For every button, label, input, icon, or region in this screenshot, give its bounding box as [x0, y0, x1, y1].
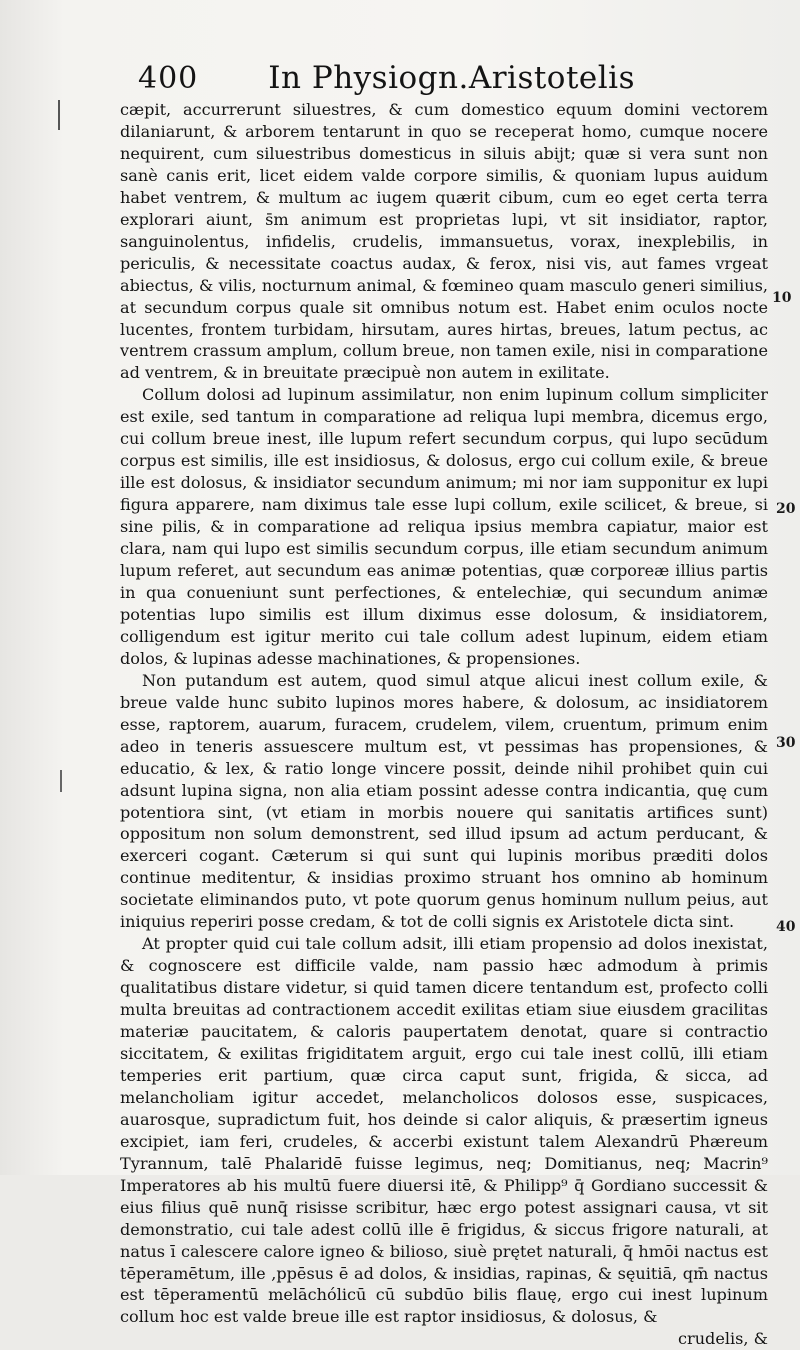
line-number-20: 20 [776, 501, 796, 517]
line-number-30: 30 [776, 735, 796, 751]
line-number-40: 40 [776, 919, 796, 935]
line-number-10: 10 [772, 290, 792, 306]
margin-bracket [58, 100, 60, 130]
page-header [138, 44, 658, 94]
margin-bracket-lower [60, 770, 62, 792]
page-number: 400 [138, 61, 199, 96]
paragraph: Collum dolosi ad lupinum assimilatur, non enim lupinum collum simpliciter est exile, sed tantum in comparatione ad reliqua lupi membra, dicemus ergo, cui collum breue inest, ille lupum refert secundum corpus, qui lupo secūdum corpus est similis, ille est insidiosus, & dolosus, ergo cui collum exile, & breue ille est dolosus, & insidiator secundum animum; mi nor iam supponitur ex lupi figura apparere, nam diximus tale esse lupi collum, exile scilicet, & breue, si sine pilis, & in comparatione ad reliqua ipsius membra capiatur, maior est clara, nam qui lupo est similis secundum corpus, ille etiam secundum animum lupum referet, aut secundum eas animæ potentias, quæ corporeæ illius partis in qua conueniunt sunt perfectiones, & entelechiæ, qui secundum animæ potentias lupo similis est illum diximus esse dolosum, & insidiatorem, colligendum est igitur merito cui tale collum adest lupinum, eidem etiam dolos, & lupinas adesse machinationes, & propensiones. [120, 385, 768, 668]
running-title: In Physiogn.Aristotelis [268, 60, 636, 96]
body-text [120, 99, 768, 1350]
paragraph-end: crudelis, & [677, 1329, 768, 1349]
paragraph: cæpit, accurrerunt siluestres, & cum domestico equum domini vectorem dilaniarunt, & arborem tentarunt in quo se receperat homo, cumque nocere nequirent, cum siluestribus domesticus in siluis abijt; quæ si vera sunt non sanè canis erit, licet eidem valde corpore similis, & quoniam lupus auidum habet ventrem, & multum ac iugem quærit cibum, cum eo eget certa terra explorari aiunt, s̄m animum est proprietas lupi, vt sit insidiator, raptor, sanguinolentus, infidelis, crudelis, immansuetus, vorax, inexplebilis, in periculis, & necessitate coactus audax, & ferox, nisi vis, aut fames vrgeat abiectus, & vilis, nocturnum animal, & fœmineo quam masculo generi similius, at secundum corpus quale sit omnibus notum est. Habet enim oculos nocte lucentes, frontem turbidam, hirsutam, aures hirtas, breues, latum pectus, ac ventrem crassum amplum, collum breue, non tamen exile, nisi in comparatione ad ventrem, & in breuitate præcipuè non autem in exilitate. [120, 100, 768, 383]
paragraph: At propter quid cui tale collum adsit, illi etiam propensio ad dolos inexistat, & cognoscere est difficile valde, nam passio hæc admodum à primis qualitatibus distare videtur, si quid tamen dicere tentandum est, profecto colli multa breuitas ad contractionem accedit exilitas etiam siue eiusdem gracilitas materiæ paucitatem, & caloris paupertatem denotat, quare si contractio siccitatem, & exilitas frigiditatem arguit, ergo cui tale inest collū, illi etiam temperies erit partium, quæ circa caput sunt, frigida, & sicca, ad melancholiam igitur accedet, melancholicos dolosos esse, suspicaces, auarosque, supradictum fuit, hos deinde si calor aliquis, & præsertim igneus excipiet, iam feri, crudeles, & accerbi existunt talem Alexandrū Phæreum Tyrannum, talē Phalaridē fuisse legimus, neq; Domitianus, neq; Macrin⁹ Imperatores ab his multū fuere diuersi itē, & Philipp⁹ q̄ Gordiano successit & eius filius quē nunq̄ risisse scribitur, hæc ergo potest assignari causa, vt sit demonstratio, cui tale adest collū ille ē frigidus, & siccus frigore naturali, at natus ī calescere calore igneo & bilioso, siuè prętet naturali, q̄ hmōi nactus est tēperamētum, ille ,ppēsus ē ad dolos, & insidias, rapinas, & sęuitiā, qm̄ nactus est tēperamentū melāchólicū cū subdūo bilis flauę, ergo cui inest lupinum collum hoc est valde breue ille est raptor insidiosus, & dolosus, & [120, 934, 768, 1327]
paragraph: Non putandum est autem, quod simul atque alicui inest collum exile, & breue valde hunc subito lupinos mores habere, & dolosum, ac insidiatorem esse, raptorem, auarum, furacem, crudelem, vilem, cruentum, primum enim adeo in teneris assuescere multum est, vt pessimas has propensiones, & educatio, & lex, & ratio longe vincere possit, deinde nihil prohibet quin cui adsunt lupina signa, non alia etiam possint adesse contra indicantia, quę cum potentiora sint, (vt etiam in morbis nouere qui sanitatis artifices sunt) oppositum non solum demonstrent, sed illud ipsum ad actum perducant, & exerceri cogant. Cæterum si qui sunt qui lupinis moribus præditi dolos continue meditentur, & insidias proximo struant hos omnino ab hominum societate eliminandos puto, vt pote quorum genus hominum nullum peius, aut iniquius reperiri posse credam, & tot de colli signis ex Aristotele dicta sint. [120, 670, 768, 932]
